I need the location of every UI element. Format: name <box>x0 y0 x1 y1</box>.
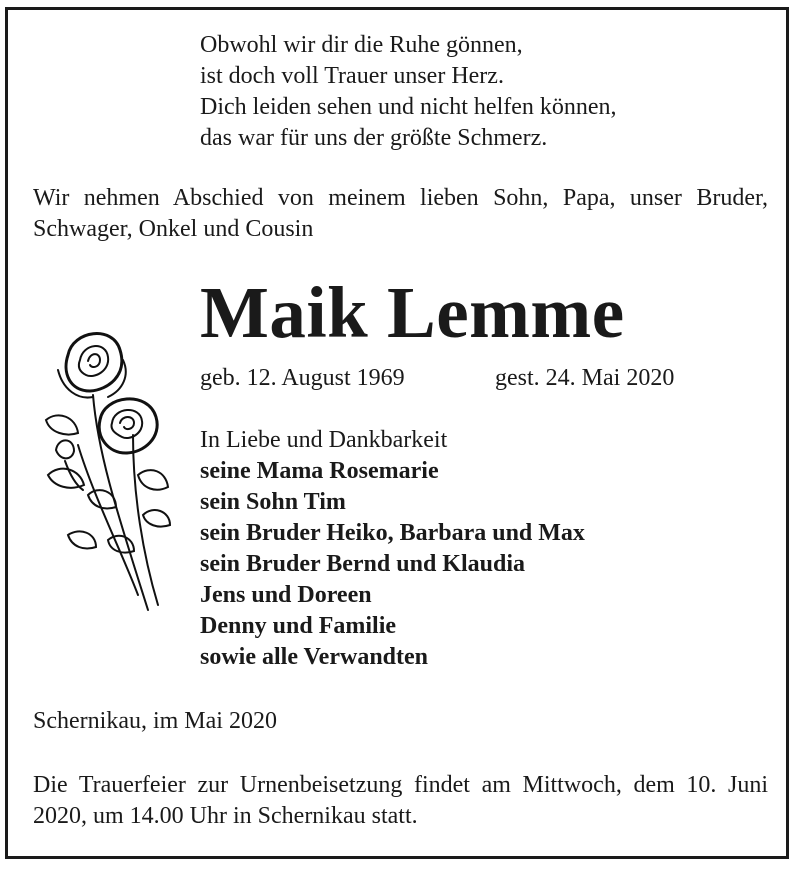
mourners-list <box>200 425 585 673</box>
mourner-entry: seine Mama Rosemarie <box>200 458 439 484</box>
life-dates <box>200 363 674 394</box>
poem-line: Dich leiden sehen und nicht helfen können, <box>200 94 617 120</box>
mourner-entry: sein Bruder Heiko, Barbara und Max <box>200 520 585 546</box>
birth-date: geb. 12. August 1969 <box>200 365 405 391</box>
mourner-entry: sein Sohn Tim <box>200 489 346 515</box>
mourner-entry: sowie alle Verwandten <box>200 644 428 670</box>
mourner-entry: Jens und Doreen <box>200 582 372 608</box>
death-date: gest. 24. Mai 2020 <box>495 365 675 391</box>
rose-bouquet-icon <box>38 325 178 625</box>
mourners-lead: In Liebe und Dankbarkeit <box>200 427 448 453</box>
deceased-name: Maik Lemme <box>200 272 625 353</box>
poem-line: das war für uns der größte Schmerz. <box>200 125 548 151</box>
funeral-service-info: Die Trauerfeier zur Urnenbeisetzung findet am Mittwoch, dem 10. Juni 2020, um 14.00 Uhr in Schernikau statt. <box>33 772 768 829</box>
farewell-intro: Wir nehmen Abschied von meinem lieben Sohn, Papa, unser Bruder, Schwager, Onkel und Cousin <box>33 185 768 242</box>
mourner-entry: Denny und Familie <box>200 613 397 639</box>
poem-line: Obwohl wir dir die Ruhe gönnen, <box>200 32 523 58</box>
place-date: Schernikau, im Mai 2020 <box>33 708 277 734</box>
poem <box>200 30 617 154</box>
poem-line: ist doch voll Trauer unser Herz. <box>200 63 504 89</box>
mourner-entry: sein Bruder Bernd und Klaudia <box>200 551 525 577</box>
